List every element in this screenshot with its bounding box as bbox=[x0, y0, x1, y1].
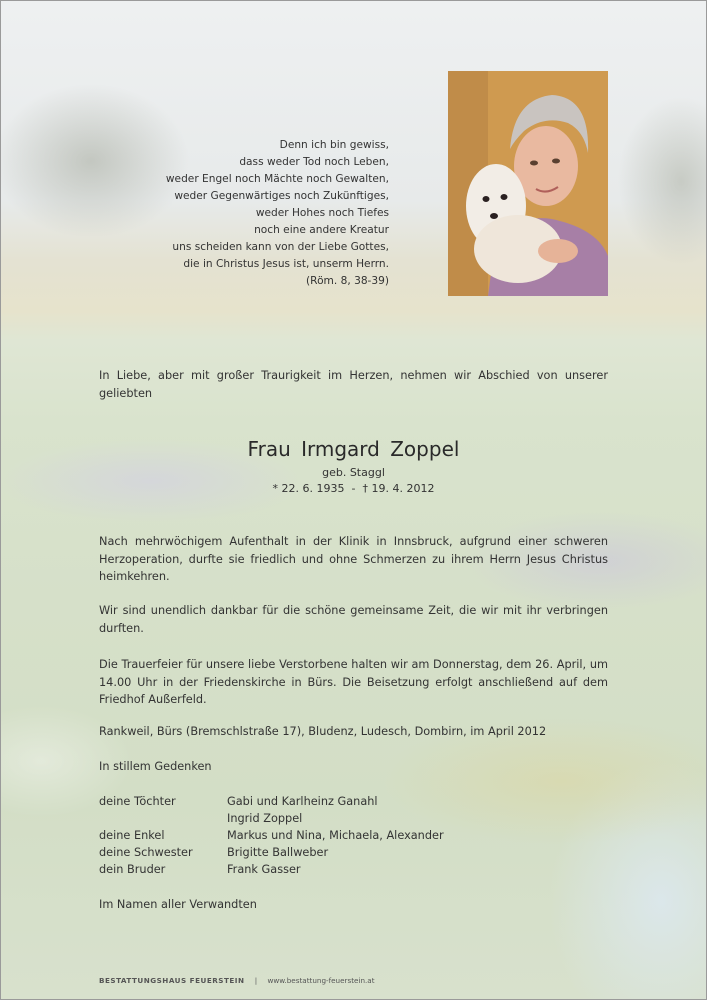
footer bbox=[99, 976, 375, 985]
verse-line: die in Christus Jesus ist, unserm Herrn. bbox=[183, 258, 389, 270]
family-names-grandchildren: Markus und Nina, Michaela, Alexander bbox=[227, 829, 444, 842]
verse-line: weder Engel noch Mächte noch Gewalten, bbox=[165, 173, 389, 185]
intro-text: In Liebe, aber mit großer Traurigkeit im Herzen, nehmen wir Abschied von unserer geliebten bbox=[99, 369, 608, 400]
life-dates: * 22. 6. 1935 - † 19. 4. 2012 bbox=[272, 482, 435, 495]
verse-reference: (Röm. 8, 38-39) bbox=[306, 275, 389, 287]
paragraph-funeral: Die Trauerfeier für unsere liebe Verstorbene halten wir am Donnerstag, dem 26. April, um 14.00 Uhr in der Friedenskirche in Bürs. Die Beisetzung erfolgt anschließend auf dem Friedhof Außerfeld. bbox=[99, 658, 608, 706]
paragraph-passing: Nach mehrwöchigem Aufenthalt in der Klinik in Innsbruck, aufgrund einer schweren Herzoperation, durfte sie friedlich und ohne Schmerzen zu ihrem Herrn Jesus Christus heimkehren. bbox=[99, 535, 608, 583]
closing-text: Im Namen aller Verwandten bbox=[99, 898, 257, 911]
family-names-sister: Brigitte Ballweber bbox=[227, 846, 329, 859]
family-names-daughters: Gabi und Karlheinz Ganahl bbox=[227, 795, 378, 808]
family-label-sister: deine Schwester bbox=[99, 846, 193, 859]
verse-line: uns scheiden kann von der Liebe Gottes, bbox=[172, 241, 389, 253]
family-names-brother: Frank Gasser bbox=[227, 863, 301, 876]
footer-separator: | bbox=[254, 976, 258, 985]
family-label-daughters: deine Töchter bbox=[99, 795, 176, 808]
places-date: Rankweil, Bürs (Bremschlstraße 17), Bludenz, Ludesch, Dombirn, im April 2012 bbox=[99, 725, 547, 738]
verse-line: weder Hohes noch Tiefes bbox=[255, 207, 389, 219]
portrait-image bbox=[448, 71, 608, 296]
portrait-photo bbox=[448, 71, 608, 296]
verse-line: weder Gegenwärtiges noch Zukünftiges, bbox=[174, 190, 389, 202]
family-label-brother: dein Bruder bbox=[99, 863, 166, 876]
family-names-daughters: Ingrid Zoppel bbox=[227, 812, 303, 825]
verse-line: Denn ich bin gewiss, bbox=[279, 139, 389, 151]
funeral-home-website: www.bestattung-feuerstein.at bbox=[267, 976, 375, 985]
verse-line: dass weder Tod noch Leben, bbox=[239, 156, 389, 168]
funeral-home-name: BESTATTUNGSHAUS FEUERSTEIN bbox=[99, 976, 245, 985]
paragraph-gratitude: Wir sind unendlich dankbar für die schöne gemeinsame Zeit, die wir mit ihr verbringen durften. bbox=[99, 604, 608, 635]
bible-verse bbox=[151, 137, 389, 290]
in-memory-text: In stillem Gedenken bbox=[99, 760, 212, 773]
verse-line: noch eine andere Kreatur bbox=[254, 224, 389, 236]
family-label-grandchildren: deine Enkel bbox=[99, 829, 165, 842]
maiden-name: geb. Staggl bbox=[322, 466, 385, 479]
deceased-name: Frau Irmgard Zoppel bbox=[247, 437, 460, 461]
